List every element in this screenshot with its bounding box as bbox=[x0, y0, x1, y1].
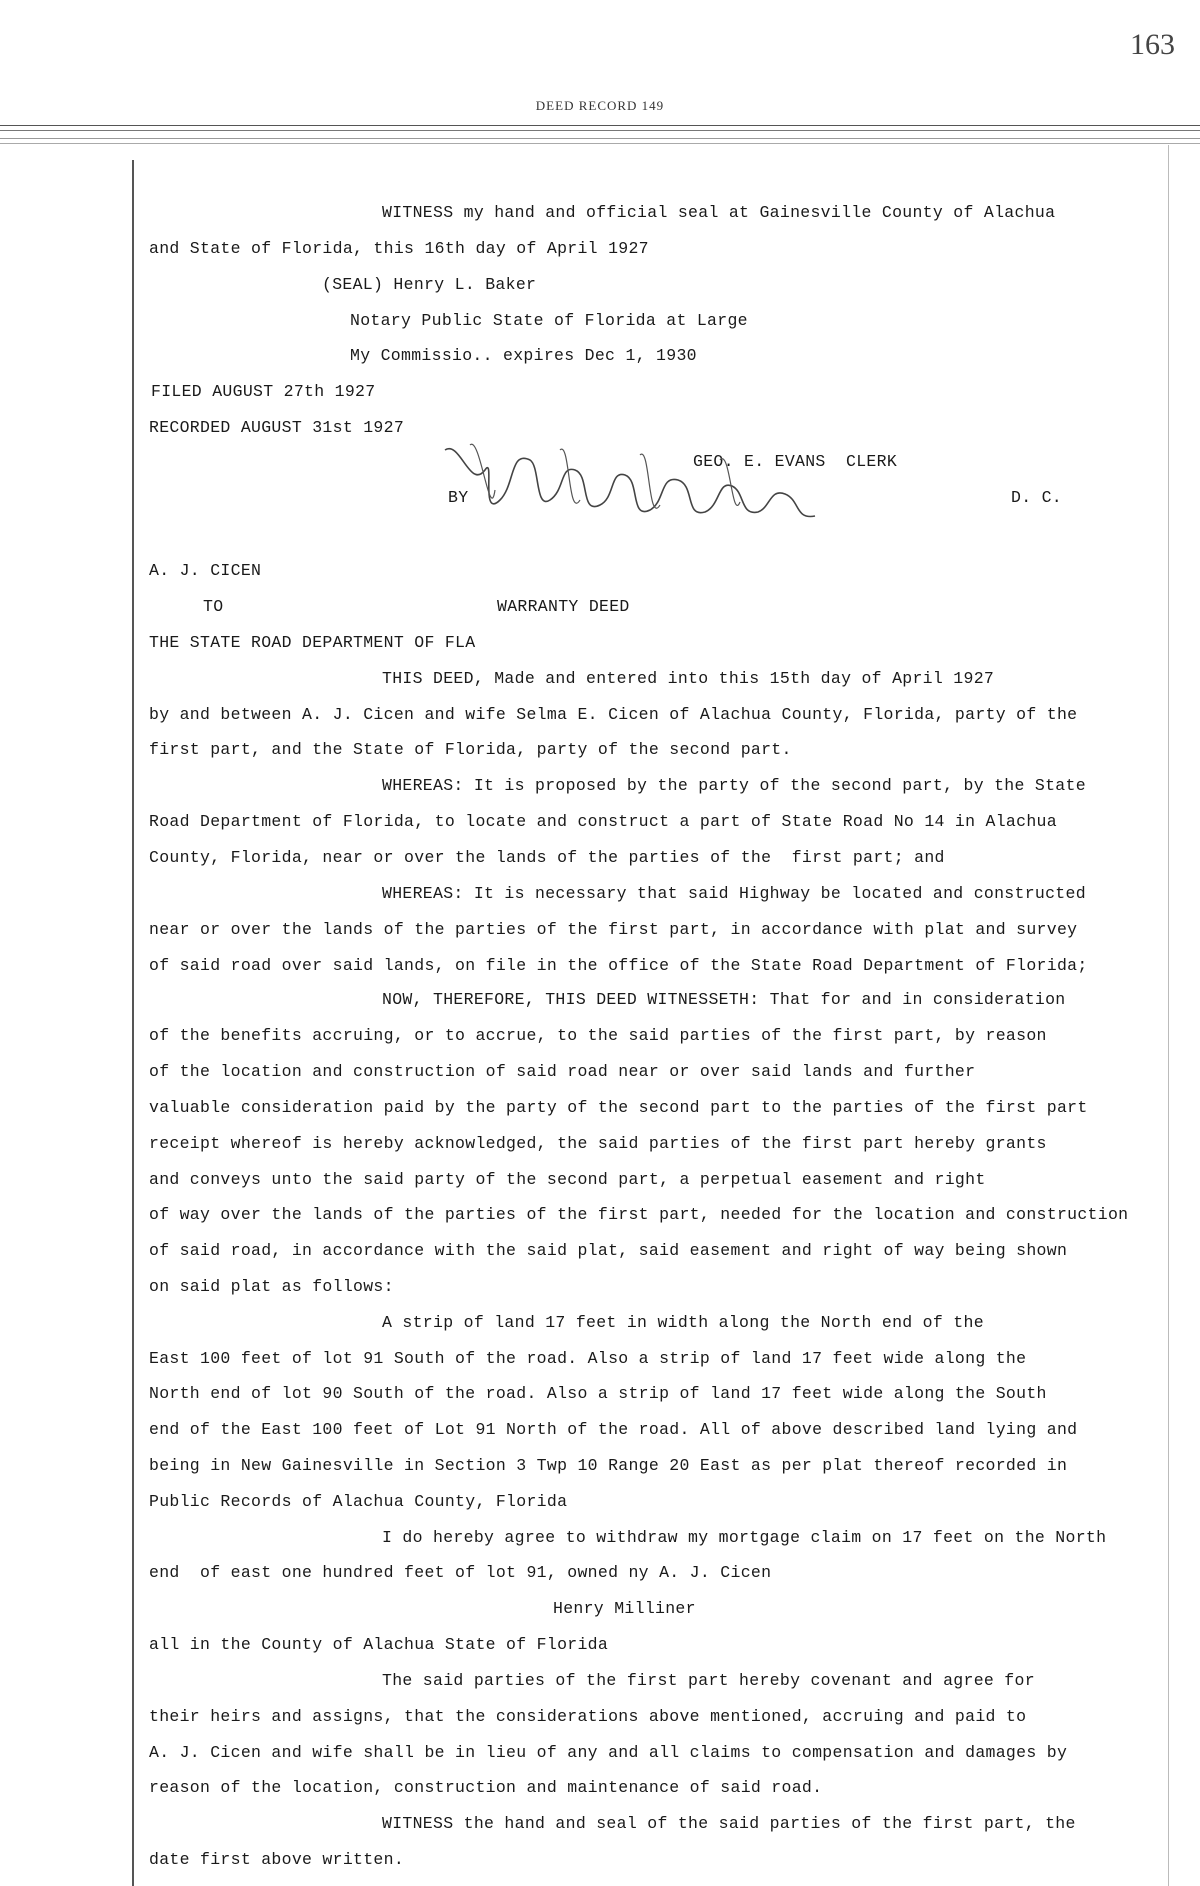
text-line: of said road over said lands, on file in the office of the State Road Department of Florida; bbox=[149, 956, 1088, 975]
text-line: THIS DEED, Made and entered into this 15th day of April 1927 bbox=[382, 669, 995, 688]
text-line: end of the East 100 feet of Lot 91 North of the road. All of above described land lying and bbox=[149, 1420, 1078, 1439]
text-line: The said parties of the first part hereby covenant and agree for bbox=[382, 1671, 1035, 1690]
deputy-clerk-label: D. C. bbox=[1011, 488, 1063, 507]
text-line: date first above written. bbox=[149, 1850, 405, 1869]
text-line: and conveys unto the said party of the second part, a perpetual easement and right bbox=[149, 1170, 986, 1189]
text-line: and State of Florida, this 16th day of April 1927 bbox=[149, 239, 649, 258]
text-line: by and between A. J. Cicen and wife Selma E. Cicen of Alachua County, Florida, party of the bbox=[149, 705, 1078, 724]
text-line: North end of lot 90 South of the road. Also a strip of land 17 feet wide along the South bbox=[149, 1384, 1047, 1403]
text-line: of way over the lands of the parties of the first part, needed for the location and construction bbox=[149, 1205, 1129, 1224]
text-line: RECORDED AUGUST 31st 1927 bbox=[149, 418, 405, 437]
page-number: 163 bbox=[1130, 28, 1175, 61]
left-margin-rule bbox=[132, 160, 134, 1886]
text-line: reason of the location, construction and maintenance of said road. bbox=[149, 1778, 823, 1797]
handwritten-signature bbox=[440, 430, 840, 540]
text-line: Road Department of Florida, to locate and construct a part of State Road No 14 in Alachua bbox=[149, 812, 1057, 831]
text-line: WITNESS the hand and seal of the said parties of the first part, the bbox=[382, 1814, 1076, 1833]
by-label: BY bbox=[448, 488, 469, 507]
text-line: (SEAL) Henry L. Baker bbox=[322, 275, 537, 294]
header-rule bbox=[0, 125, 1200, 126]
text-line: of the location and construction of said road near or over said lands and further bbox=[149, 1062, 976, 1081]
text-line: FILED AUGUST 27th 1927 bbox=[151, 382, 376, 401]
text-line: Notary Public State of Florida at Large bbox=[350, 311, 748, 330]
text-line: County, Florida, near or over the lands of the parties of the first part; and bbox=[149, 848, 945, 867]
right-margin-rule bbox=[1168, 145, 1169, 1886]
text-line: near or over the lands of the parties of the first part, in accordance with plat and survey bbox=[149, 920, 1078, 939]
text-line: East 100 feet of lot 91 South of the road. Also a strip of land 17 feet wide along the bbox=[149, 1349, 1027, 1368]
document-title: WARRANTY DEED bbox=[497, 597, 630, 616]
header-rule bbox=[0, 143, 1200, 144]
text-line: My Commissio.. expires Dec 1, 1930 bbox=[350, 346, 697, 365]
mortgagee-signature-name: Henry Milliner bbox=[553, 1599, 696, 1618]
text-line: of said road, in accordance with the said plat, said easement and right of way being shown bbox=[149, 1241, 1068, 1260]
text-line: Public Records of Alachua County, Florida bbox=[149, 1492, 568, 1511]
text-line: of the benefits accruing, or to accrue, to the said parties of the first part, by reason bbox=[149, 1026, 1047, 1045]
text-line: all in the County of Alachua State of Florida bbox=[149, 1635, 609, 1654]
text-line: end of east one hundred feet of lot 91, owned ny A. J. Cicen bbox=[149, 1563, 772, 1582]
text-line: WHEREAS: It is proposed by the party of the second part, by the State bbox=[382, 776, 1086, 795]
header-rule bbox=[0, 130, 1200, 131]
header-rule bbox=[0, 138, 1200, 139]
text-line: NOW, THEREFORE, THIS DEED WITNESSETH: That for and in consideration bbox=[382, 990, 1066, 1009]
text-line: their heirs and assigns, that the considerations above mentioned, accruing and paid to bbox=[149, 1707, 1027, 1726]
text-line: valuable consideration paid by the party of the second part to the parties of the first part bbox=[149, 1098, 1088, 1117]
text-line: on said plat as follows: bbox=[149, 1277, 394, 1296]
text-line: receipt whereof is hereby acknowledged, the said parties of the first part hereby grants bbox=[149, 1134, 1047, 1153]
grantee-name: THE STATE ROAD DEPARTMENT OF FLA bbox=[149, 633, 476, 652]
text-line: A strip of land 17 feet in width along the North end of the bbox=[382, 1313, 984, 1332]
text-line: being in New Gainesville in Section 3 Twp 10 Range 20 East as per plat thereof recorded in bbox=[149, 1456, 1068, 1475]
text-line: A. J. Cicen and wife shall be in lieu of any and all claims to compensation and damages by bbox=[149, 1743, 1068, 1762]
text-line: first part, and the State of Florida, party of the second part. bbox=[149, 740, 792, 759]
to-label: TO bbox=[203, 597, 224, 616]
text-line: WHEREAS: It is necessary that said Highway be located and constructed bbox=[382, 884, 1086, 903]
grantor-name: A. J. CICEN bbox=[149, 561, 262, 580]
clerk-name: GEO. E. EVANS CLERK bbox=[693, 452, 898, 471]
text-line: I do hereby agree to withdraw my mortgage claim on 17 feet on the North bbox=[382, 1528, 1107, 1547]
deed-record-header: DEED RECORD 149 bbox=[535, 98, 665, 113]
text-line: WITNESS my hand and official seal at Gainesville County of Alachua bbox=[382, 203, 1056, 222]
